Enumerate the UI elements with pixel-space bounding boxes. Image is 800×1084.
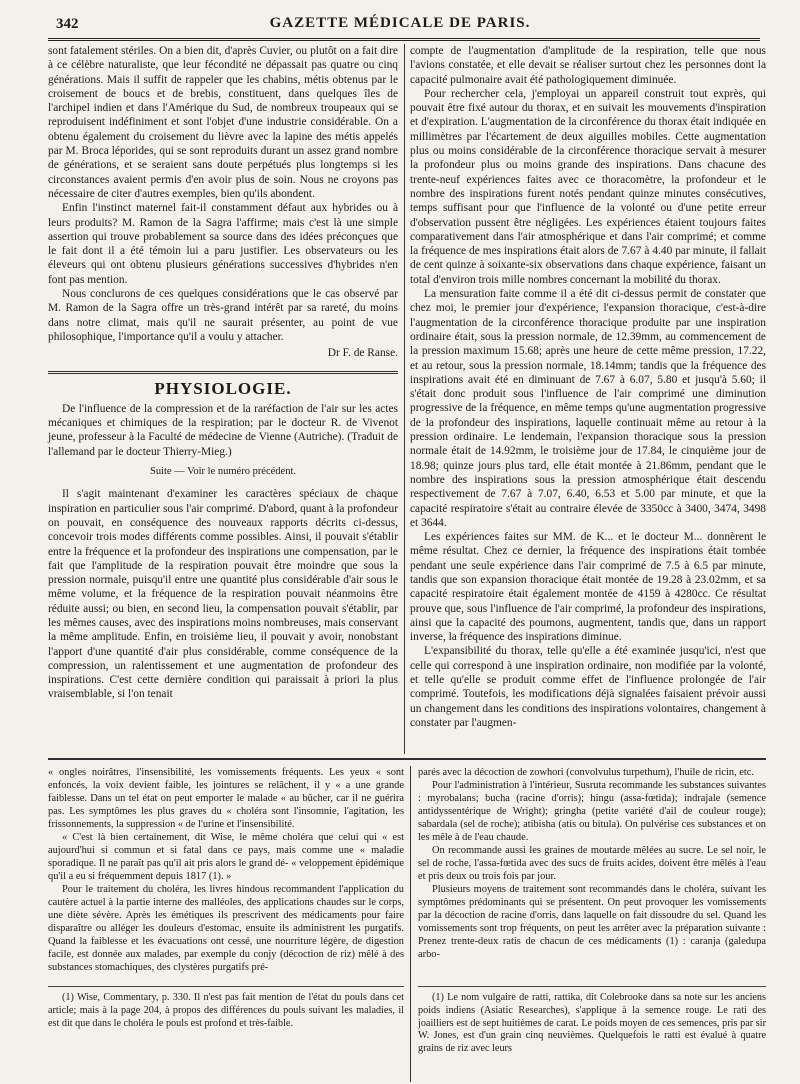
- article-title: De l'influence de la compression et de la raréfaction de l'air sur les actes mécaniques et chimiques de la respiration; par le docteur R. de Vivenot jeune, professeur à la Faculté de médecine de Vienne (Autriche). (Traduit de l'allemand par le docteur Thierry-Mieg.): [48, 402, 398, 458]
- paragraph: L'expansibilité du thorax, telle qu'elle a été examinée jusqu'ici, n'est que celle qui correspond à une inspiration ordinaire, non modifiée par la volonté, et telle qu'elle se produit comme effet de l'influence prolongée de l'air comprimé. Toutefois, les modifications déjà signalées faisaient prévoir aussi un changement dans les conditions des inspirations volontaires, changement à constater par l'augmen-: [410, 645, 766, 729]
- paragraph: Nous conclurons de ces quelques considérations que le cas observé par M. Ramon de la Sagra offre un très-grand intérêt par sa rareté, du moins dans notre climat, mais qu'il ne saurait présenter, au point de vue philosophique, l'importance qu'il a voulu y attacher.: [48, 288, 398, 343]
- footnote-rule: [418, 986, 766, 987]
- running-title: GAZETTE MÉDICALE DE PARIS.: [269, 15, 531, 31]
- continuation-note: Suite — Voir le numéro précédent.: [150, 466, 296, 478]
- footnote: (1) Le nom vulgaire de ratti, rattika, dit Colebrooke dans sa note sur les anciens poids indiens (Asiatic Researches), s'applique à la semence rouge. Le rati des joailliers est de sept huitièmes de carat. Le poids moyen de ces semences, pris par sir W. Jones, est d'un grain cinq neuvièmes. Quelquefois le ratti est évalué à quatre grains de riz avec leurs: [418, 992, 766, 1055]
- section-separator: [48, 371, 398, 374]
- paragraph: Pour le traitement du choléra, les livres hindous recommandent l'application du cautère actuel à la partie interne des malléoles, des applications chaudes sur le corps, une diète sévère. Après les émétiques ils prescrivent des médicaments pour faire disparaître ou alléger les douleurs d'estomac, ensuite ils administrent les purgatifs. Quand la faiblesse et les évacuations ont cessé, une nourriture légère, de digestion facile, est donnée aux malades, par exemple du conjy (décoction de riz) mêlé à des substances stomachiques, des clystères purgatifs pré-: [48, 884, 404, 973]
- header-rule: [48, 38, 760, 41]
- paragraph: compte de l'augmentation d'amplitude de la respiration, telle que nous l'avions constatée, et elle devait se réaliser surtout chez les personnes dont la capacité pulmonaire avait été pathologiquement diminuée.: [410, 45, 766, 86]
- paragraph: La mensuration faite comme il a été dit ci-dessus permit de constater que chez moi, le premier jour d'expérience, l'expansion thoracique, c'est-à-dire l'augmentation de la circonférence thoracique produite par une inspiration ordinaire était, sous la pression normale, de 12.39mm, au commencement de la pression maximum 15.68; après une heure de cette même pression, 17.22, et au retour, sous la pression normale, 18.14mm; tandis que la fréquence des inspirations avait été en diminuant de 7.67 à 6.07, 5.80 et jusqu'à 5.60; il s'était donc produit sous l'influence de l'air comprimé une diminution progressive de la fréquence, en même temps qu'une augmentation progressive de la profondeur des inspirations, laquelle continuait même au retour à la pression ordinaire. Le lendemain, l'expansion thoracique sous la pression normale était de 14.92mm, le troisième jour de 17.84, le cinquième jour de 18.98; quinze jours plus tard, elle était montée à 21.86mm, pendant que le nombre des inspirations sous la pression atmosphérique était descendu respectivement de 7.67 à 7.07, 6.40, 6.53 et 5.00 par minute, et que la capacité respiratoire s'était au contraire élevée de 3350cc à 3400, 3474, 3498 et 3644.: [410, 288, 766, 529]
- footnote: (1) Wise, Commentary, p. 330. Il n'est pas fait mention de l'état du pouls dans cet article; mais à la page 204, à propos des différences du pouls suivant les maladies, il est dit que dans le choléra le pouls est profond et très-faible.: [48, 992, 404, 1029]
- page-header: [38, 14, 762, 36]
- bottom-right-column: [418, 766, 766, 986]
- top-left-column: [48, 44, 398, 754]
- column-rule: [410, 766, 411, 1082]
- paragraph: Plusieurs moyens de traitement sont recommandés dans le choléra, suivant les symptômes prédominants qui se présentent. On peut provoquer les vomissements par la décoction de racine d'orris, dans laquelle on fait dissoudre du sel. Quand les vomissements sont trop fréquents, on peut les arrêter avec la préparation suivante : Prenez trente-deux ratis de chacun de ces médicaments (1) : caranja (galedupa arbo-: [418, 884, 766, 960]
- paragraph: Il s'agit maintenant d'examiner les caractères spéciaux de chaque inspiration en particulier sous l'air comprimé. D'abord, quant à la profondeur on pouvait, en conséquence des nouveaux rapports décrits ci-dessus, concevoir trois modes différents comme possibles. Ainsi, il pouvait s'établir entre la fréquence et la profondeur des inspirations une compensation, par le fait que l'amplitude de la respiration pouvait être moindre que sous la pression normale, puisqu'il entre une quantité plus considérable d'air sous le même volume, et la fréquence de la respiration pouvait néanmoins être réduite aussi; ou bien, en second lieu, la compensation pouvait s'établir, par les mêmes causes, avec des inspirations moins nombreuses, mais conservant la même amplitude. Enfin, en troisième lieu, il pouvait y avoir, nonobstant l'apport d'une quantité d'air plus considérable, comme conséquence de la compression, un ralentissement et une augmentation de profondeur des inspirations. C'est cette dernière condition qui paraissait à priori la plus vraisemblable, si l'on tenait: [48, 488, 398, 701]
- feuilleton-rule: [48, 758, 766, 760]
- bottom-left-column: [48, 766, 404, 986]
- paragraph: Pour rechercher cela, j'employai un appareil construit tout exprès, qui pouvait être fixé autour du thorax, et en suivait les mouvements d'inspiration et d'expiration. L'augmentation de la circonférence du thorax était indiquée en millimètres par l'écartement de deux aiguilles mobiles. Cette augmentation plus ou moins considérable de la circonférence thoracique servait à mesurer la profondeur plus ou moins grande des inspirations. Dans chacune des trente-neuf expériences faites avec ce thoracomètre, la profondeur et le nombre des inspirations furent notés pendant quinze minutes consécutives, temps suffisant pour que l'influence de la volonté ou d'une petite erreur d'observation pussent être négligées. Les expériences étaient toujours faites comparativement dans l'air atmosphérique et dans l'air comprimé; et comme la fréquence de mes inspirations était alors de 7.67 à 4.40 par minute, il fallait de cent quinze à soixante-six observations dans chaque expérience, faisant un total d'environ trois mille nombres concernant la mobilité du thorax.: [410, 87, 766, 286]
- paragraph: parés avec la décoction de zowhori (convolvulus turpethum), l'huile de ricin, etc.: [418, 767, 754, 778]
- paragraph: « ongles noirâtres, l'insensibilité, les vomissements fréquents. Les yeux « sont enfoncés, la voix devient faible, les jointures se relâchent, il y « a une grande faiblesse. Dans un tel état on peut emporter le malade « au bûcher, car il ne guérira pas. Les symptômes les plus graves du « choléra sont l'insomnie, l'agitation, les frissonnements, la suppression « de l'urine et l'insensibilité.: [48, 767, 404, 830]
- section-title: PHYSIOLOGIE.: [154, 378, 292, 398]
- paragraph: « C'est là bien certainement, dit Wise, le même choléra que celui qui « est aujourd'hui si commun et si fatal dans ce pays, mais comme une « maladie sporadique. Il ne paraît pas qu'il ait pris alors le grand dé- « veloppement épidémique qu'il a eu si fréquemment depuis 1817 (1). »: [48, 832, 404, 882]
- paragraph: Enfin l'instinct maternel fait-il constamment défaut aux hybrides ou à leurs produits? M. Ramon de la Sagra l'affirme; mais c'est là une simple assertion qui trouve probablement sa source dans des idées préconçues que le fait dont il a été témoin lui a paru justifier. Les observateurs ou les éleveurs qui ont obtenu plusieurs générations successives d'hybrides n'en font pas mention.: [48, 202, 398, 286]
- footnote-left: [48, 992, 404, 1082]
- paragraph: sont fatalement stériles. On a bien dit, d'après Cuvier, ou plutôt on a fait dire à ce célèbre naturaliste, que leur fécondité ne dépassait pas quatre ou cinq générations. Mais il suffit de rappeler que les chabins, métis obtenus par le croisement de boucs et de brebis, constituent, dans quelques îles de l'archipel indien et dans l'Amérique du Sud, de nombreux troupeaux qui se reproduisent indéfiniment et sont l'objet d'une industrie considérable. On a obtenu également du croisement du lièvre avec la lapine des métis appelés par M. Broca léporides, qui se sont reproduits durant un assez grand nombre de générations, et se seraient sans doute perpétués plus longtemps si les circonstances avaient permis d'en avoir plus de soin. Nous ne croyons pas nécessaire de citer d'autres exemples, bien qu'ils abondent.: [48, 45, 398, 200]
- paragraph: On recommande aussi les graines de moutarde mêlées au sucre. Le sel noir, le sel de roche, l'assa-fœtida avec des sucs de fruits acides, doivent être mêlés à l'eau et pris deux ou trois fois par jour.: [418, 845, 766, 882]
- column-rule: [404, 44, 405, 754]
- footnote-rule: [48, 986, 404, 987]
- paragraph: Pour l'administration à l'intérieur, Susruta recommande les substances suivantes : myrobalans; bucha (racine d'orris); hingu (assa-fœtida); indrajale (semence antidyssentérique de Wright); gringha (petite variété d'ail de couleur rouge); sabardala (sel de roche); atibisha (atis ou bitula). On pulvérise ces substances et on les mêle à de l'eau chaude.: [418, 780, 766, 843]
- paragraph: Les expériences faites sur MM. de K... et le docteur M... donnèrent le même résultat. Chez ce dernier, la fréquence des inspirations était tombée pendant une seule expérience dans l'air comprimé de 7.5 à 6.5 par minute, tandis que son expansion thoracique était montée de 19.28 à 23.02mm, et sa capacité respiratoire était également montée de 4159 à 4280cc. Ce résultat prouve que, sous l'influence de l'air comprimé, la profondeur des inspirations, ainsi que la capacité des poumons, augmentent, tandis que, dans un rapport inverse, la fréquence des inspirations diminue.: [410, 531, 766, 644]
- page-number: 342: [56, 16, 79, 32]
- author-signature: Dr F. de Ranse.: [327, 347, 398, 360]
- top-right-column: [410, 44, 766, 754]
- footnote-right: [418, 992, 766, 1082]
